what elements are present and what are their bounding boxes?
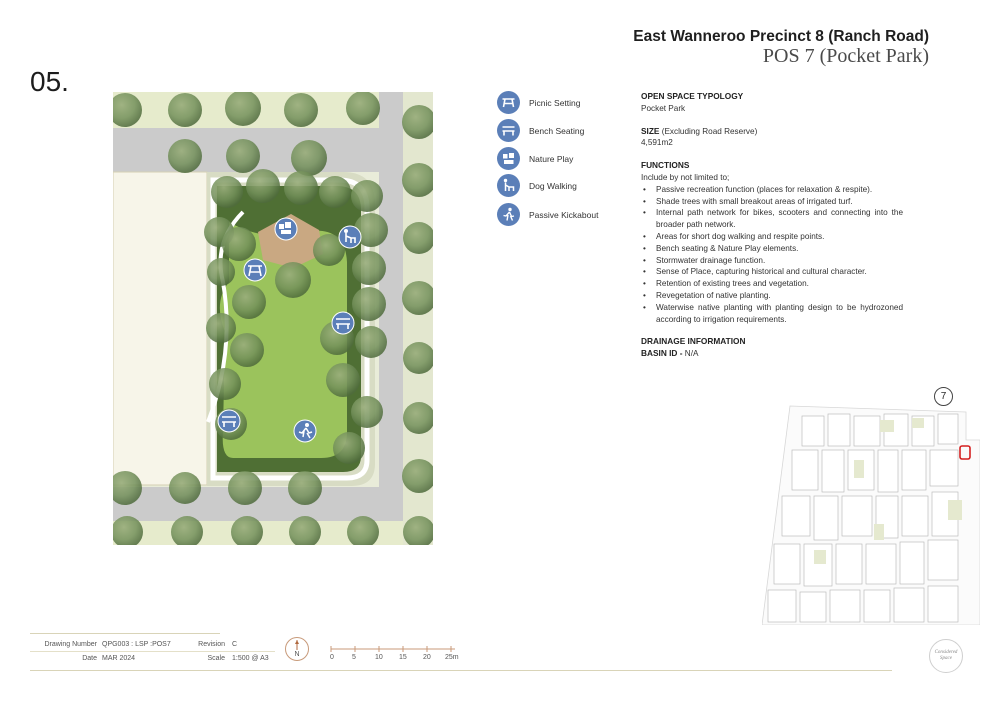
drawing-number: QPG003 : LSP :POS7 <box>102 641 171 648</box>
park-subtitle: POS 7 (Pocket Park) <box>762 45 929 67</box>
date-label: Date <box>82 655 97 662</box>
typology-heading: OPEN SPACE TYPOLOGY <box>641 91 744 101</box>
key-map <box>762 400 980 625</box>
scale-label: Scale <box>207 655 225 662</box>
legend-item-kickabout: Passive Kickabout <box>497 203 598 226</box>
date: MAR 2024 <box>102 655 136 662</box>
functions-intro: Include by not limited to; <box>641 172 730 182</box>
legend-item-dog-walking: Dog Walking <box>497 174 577 197</box>
verge-bottom <box>113 521 433 545</box>
kickabout-icon <box>497 203 520 226</box>
title-block-rule <box>30 633 220 634</box>
size-heading: SIZE <box>641 125 660 136</box>
list-item: • Sense of Place, capturing historical and cultural character. <box>641 266 903 278</box>
size-value: 4,591m2 <box>641 138 673 148</box>
functions-heading: FUNCTIONS <box>641 160 690 171</box>
footer-rule <box>30 670 892 671</box>
adjacent-lot <box>113 172 207 485</box>
plan-marker-bench-2 <box>218 410 240 432</box>
scale-tick: 25m <box>445 654 459 661</box>
nature-play-icon <box>497 147 520 170</box>
plan-marker-nature-play <box>275 218 297 240</box>
plan-marker-kickabout <box>294 420 316 442</box>
list-item: • Bench seating & Nature Play elements. <box>641 243 903 255</box>
company-logo: Considered Space <box>929 639 963 673</box>
bench-icon <box>497 119 520 142</box>
scale-tick: 0 <box>330 654 334 661</box>
list-item: • Waterwise native planting with planting design to be hydrozoned according to irrigation requirements. <box>641 302 903 326</box>
scale-tick: 20 <box>423 654 431 661</box>
dog-walking-icon <box>497 174 520 197</box>
plan-marker-dog-walking <box>339 226 361 248</box>
key-map-marker: 7 <box>934 387 953 406</box>
list-item: • Areas for short dog walking and respite points. <box>641 231 903 243</box>
list-item: • Internal path network for bikes, scooters and connecting into the broader path network. <box>641 207 903 231</box>
scale-bar <box>330 645 459 665</box>
basin-label: BASIN ID - <box>641 348 683 359</box>
scale-tick: 5 <box>352 654 356 661</box>
landscape-plan <box>113 92 433 545</box>
revision-label: Revision <box>198 641 225 648</box>
size-row <box>641 126 903 138</box>
north-label: N <box>294 651 300 658</box>
site-plan-drawing <box>113 92 433 545</box>
page-number: 05. <box>30 66 69 97</box>
project-title: East Wanneroo Precinct 8 (Ranch Road) <box>633 28 929 45</box>
list-item: • Revegetation of native planting. <box>641 290 903 302</box>
revision: C <box>232 641 238 648</box>
key-map-drawing <box>762 400 980 625</box>
scale-tick: 10 <box>375 654 383 661</box>
plan-marker-picnic <box>244 259 266 281</box>
list-item: • Stormwater drainage function. <box>641 255 903 267</box>
basin-value: N/A <box>684 349 699 359</box>
drawing-number-label: Drawing Number <box>44 641 97 648</box>
list-item: • Retention of existing trees and vegetation. <box>641 278 903 290</box>
size-note: (Excluding Road Reserve) <box>661 126 758 136</box>
legend-item-bench: Bench Seating <box>497 119 584 142</box>
title-block-row-divider <box>30 651 275 652</box>
legend-item-nature-play: Nature Play <box>497 147 573 170</box>
open-space-info <box>641 91 903 360</box>
drainage-heading: DRAINAGE INFORMATION <box>641 336 746 347</box>
list-item: • Shade trees with small breakout areas of irrigated turf. <box>641 196 903 208</box>
list-item: • Passive recreation function (places for relaxation & respite). <box>641 184 903 196</box>
typology-value: Pocket Park <box>641 103 686 113</box>
legend-item-picnic: Picnic Setting <box>497 91 581 114</box>
functions-list <box>641 184 903 326</box>
scale: 1:500 @ A3 <box>232 655 269 662</box>
plan-marker-bench <box>332 312 354 334</box>
picnic-table-icon <box>497 91 520 114</box>
scale-tick: 15 <box>399 654 407 661</box>
road-bottom <box>113 487 413 521</box>
basin-row <box>641 348 903 360</box>
